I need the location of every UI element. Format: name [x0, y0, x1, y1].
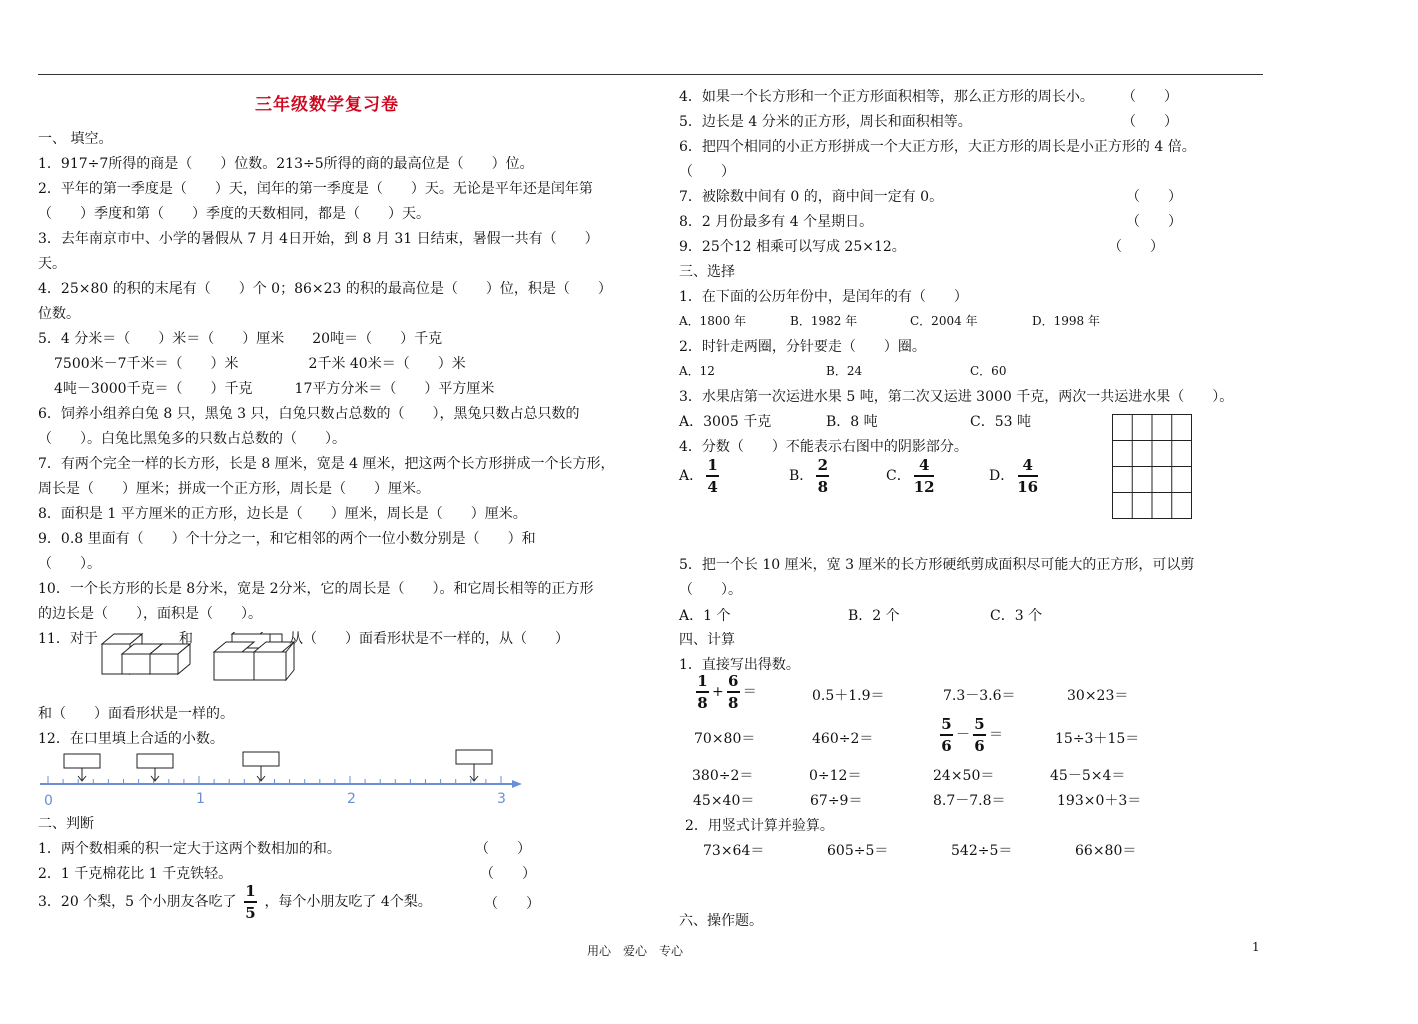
judge-1: 1．两个数相乘的积一定大于这两个数相加的和。: [38, 841, 341, 857]
question-12: 12．在口里填上合适的小数。: [38, 731, 224, 747]
question-8: 8．面积是 1 平方厘米的正方形，边长是（ ）厘米，周长是（ ）厘米。: [38, 506, 527, 522]
question-1: 1．917÷7所得的商是（ ）位数。213÷5所得的商的最高位是（ ）位。: [38, 156, 534, 172]
judge-6-line1: 6．把四个相同的小正方形拼成一个大正方形，大正方形的周长是小正方形的 4 倍。: [679, 139, 1196, 155]
option-label: A．: [679, 468, 704, 484]
calc-item: 7.3－3.6＝: [943, 688, 1016, 704]
question-11-suffix: 从（ ）面看形状是不一样的，从（ ）: [289, 631, 569, 647]
calc-item: 605÷5＝: [827, 843, 889, 859]
page-number: 1: [1252, 940, 1260, 954]
fraction-option-a: [706, 456, 719, 496]
calc-item: 0.5＋1.9＝: [812, 688, 885, 704]
judge-3: [38, 882, 432, 922]
judge-3-prefix: 3．20 个梨，5 个小朋友各吃了: [38, 893, 237, 910]
calc-instruction-2: 2．用竖式计算并验算。: [685, 818, 834, 834]
choice-3-option-a[interactable]: A．3005 千克: [679, 414, 772, 430]
calc-frac-sum: [693, 672, 757, 712]
numerator: 6: [728, 672, 739, 691]
fraction-option-b: [816, 456, 829, 496]
choice-4-option-c[interactable]: [886, 456, 938, 496]
page-title: 三年级数学复习卷: [255, 95, 399, 115]
denominator: 8: [697, 693, 708, 712]
numerator: 5: [941, 715, 952, 734]
judge-9: 9．25个12 相乘可以写成 25×12。: [679, 239, 906, 255]
choice-4-option-d[interactable]: [989, 456, 1041, 496]
question-11-and: 和: [179, 631, 193, 647]
section-heading-operation: 六、操作题。: [679, 913, 763, 929]
choice-1: 1．在下面的公历年份中，是闰年的有（ ）: [679, 289, 968, 305]
option-label: B．: [789, 468, 814, 484]
grid-figure: [1112, 414, 1192, 519]
answer-box-3[interactable]: [243, 752, 279, 766]
choice-5-line2: （ ）。: [679, 582, 742, 598]
numline-label-3: 3: [497, 791, 506, 807]
footer-motto: 用心 爱心 专心: [587, 944, 684, 958]
calc-instruction-1: 1．直接写出得数。: [679, 657, 800, 673]
option-label: C．: [886, 468, 911, 484]
answer-box-2[interactable]: [137, 754, 173, 768]
judge-5-paren[interactable]: （ ）: [1122, 114, 1178, 130]
choice-2-option-b[interactable]: B．24: [826, 364, 863, 378]
question-2-line2: （ ）季度和第（ ）季度的天数相同，都是（ ）天。: [38, 206, 430, 222]
question-5-line1: 5．4 分米＝（ ）米＝（ ）厘米 20吨＝（ ）千克: [38, 331, 443, 347]
choice-4-option-a[interactable]: [679, 456, 722, 496]
fraction-one-fifth: [244, 882, 257, 922]
judge-6-paren[interactable]: （ ）: [679, 164, 735, 180]
judge-4: 4．如果一个长方形和一个正方形面积相等，那么正方形的周长小。: [679, 89, 1094, 105]
choice-1-option-b[interactable]: B．1982 年: [790, 314, 858, 328]
numerator: 1: [245, 882, 256, 900]
judge-4-paren[interactable]: （ ）: [1122, 89, 1178, 105]
numerator: 4: [918, 456, 930, 475]
question-7-line1: 7．有两个完全一样的长方形，长是 8 厘米，宽是 4 厘米，把这两个长方形拼成一个长方形，: [38, 456, 615, 472]
numline-label-1: 1: [196, 791, 205, 807]
fraction-option-d: [1017, 456, 1038, 496]
choice-4-option-b[interactable]: [789, 456, 832, 496]
choice-3: 3．水果店第一次运进水果 5 吨，第二次又运进 3000 千克，两次一共运进水果（ ）。: [679, 389, 1234, 405]
choice-3-option-c[interactable]: C．53 吨: [970, 414, 1031, 430]
fraction-option-c: [914, 456, 935, 496]
fraction-b: [973, 715, 986, 755]
operator: －: [956, 727, 970, 743]
calc-item: 73×64＝: [703, 843, 765, 859]
question-7-line2: 周长是（ ）厘米；拼成一个正方形，周长是（ ）厘米。: [38, 481, 430, 497]
question-4-line2: 位数。: [38, 306, 80, 322]
calc-item: 193×0＋3＝: [1057, 793, 1142, 809]
question-5-line3: 4吨－3000千克＝（ ）千克 17平方分米＝（ ）平方厘米: [54, 381, 495, 397]
choice-4: 4．分数（ ）不能表示右图中的阴影部分。: [679, 439, 968, 455]
choice-5-line1: 5．把一个长 10 厘米，宽 3 厘米的长方形硬纸剪成面积尽可能大的正方形，可以剪: [679, 557, 1195, 573]
question-5-line2: 7500米－7千米＝（ ）米 2千米 40米＝（ ）米: [54, 356, 466, 372]
question-3-line1: 3．去年南京市中、小学的暑假从 7 月 4日开始，到 8 月 31 日结束，暑假一共有（ ）: [38, 231, 599, 247]
judge-9-paren[interactable]: （ ）: [1108, 239, 1164, 255]
calc-item: 45×40＝: [693, 793, 755, 809]
judge-1-paren[interactable]: （ ）: [475, 841, 531, 857]
judge-8-paren[interactable]: （ ）: [1126, 214, 1182, 230]
number-line: [38, 748, 528, 810]
question-6-line1: 6．饲养小组养白兔 8 只，黑兔 3 只，白兔只数占总数的（ ），黑兔只数占总只数的: [38, 406, 580, 422]
denominator: 16: [1017, 477, 1039, 496]
choice-5-option-c[interactable]: C．3 个: [990, 608, 1043, 624]
judge-3-paren[interactable]: （ ）: [484, 896, 540, 912]
numerator: 1: [707, 456, 718, 475]
section-heading-choice: 三、选择: [679, 264, 735, 280]
question-9-line1: 9．0.8 里面有（ ）个十分之一，和它相邻的两个一位小数分别是（ ）和: [38, 531, 536, 547]
equals: ＝: [742, 684, 757, 700]
section-heading-judge: 二、判断: [38, 816, 94, 832]
equals: ＝: [989, 727, 1003, 743]
choice-2-option-c[interactable]: C．60: [970, 364, 1007, 378]
question-9-line2: （ ）。: [38, 556, 101, 572]
calc-frac-diff: [937, 715, 1003, 755]
choice-5-option-b[interactable]: B．2 个: [848, 608, 900, 624]
fraction-a: [696, 672, 709, 712]
calc-item: 8.7－7.8＝: [933, 793, 1006, 809]
numerator: 4: [1022, 456, 1033, 475]
question-4-line1: 4．25×80 的积的末尾有（ ）个 0；86×23 的积的最高位是（ ）位，积是（ ）: [38, 281, 612, 297]
choice-2-option-a[interactable]: A．12: [679, 364, 715, 378]
calc-item: 0÷12＝: [809, 768, 862, 784]
choice-2: 2．时针走两圈，分针要走（ ）圈。: [679, 339, 926, 355]
numerator: 2: [817, 456, 829, 475]
question-10-line2: 的边长是（ ），面积是（ ）。: [38, 606, 262, 622]
calc-item: 66×80＝: [1075, 843, 1137, 859]
fraction-a: [940, 715, 953, 755]
calc-item: 45－5×4＝: [1050, 768, 1126, 784]
denominator: 6: [974, 736, 985, 755]
judge-3-suffix: ，每个小朋友吃了 4个梨。: [264, 893, 432, 910]
calc-item: 70×80＝: [694, 731, 756, 747]
choice-5-option-a[interactable]: A．1 个: [679, 608, 731, 624]
question-3-line2: 天。: [38, 256, 66, 272]
answer-box-4[interactable]: [456, 750, 492, 764]
header-rule: [38, 74, 1263, 75]
judge-2: 2．1 千克棉花比 1 千克铁轻。: [38, 866, 233, 882]
question-11-line2: 和（ ）面看形状是一样的。: [38, 706, 234, 722]
numerator: 5: [974, 715, 985, 734]
judge-7: 7．被除数中间有 0 的，商中间一定有 0。: [679, 189, 944, 205]
judge-2-paren[interactable]: （ ）: [480, 866, 536, 882]
numline-label-2: 2: [347, 791, 356, 807]
denominator: 6: [941, 736, 952, 755]
denominator: 8: [817, 477, 829, 496]
judge-8: 8．2 月份最多有 4 个星期日。: [679, 214, 874, 230]
calc-item: 542÷5＝: [951, 843, 1013, 859]
judge-5: 5．边长是 4 分米的正方形，周长和面积相等。: [679, 114, 972, 130]
choice-1-option-a[interactable]: A．1800 年: [679, 314, 747, 328]
calc-item: 24×50＝: [933, 768, 995, 784]
judge-7-paren[interactable]: （ ）: [1126, 189, 1182, 205]
section-heading-calc: 四、计算: [679, 632, 735, 648]
question-2-line1: 2．平年的第一季度是（ ）天，闰年的第一季度是（ ）天。无论是平年还是闰年第: [38, 181, 593, 197]
answer-box-1[interactable]: [64, 754, 100, 768]
choice-1-option-c[interactable]: C．2004 年: [910, 314, 978, 328]
calc-item: 380÷2＝: [692, 768, 754, 784]
question-11-prefix: 11．对于: [38, 631, 98, 647]
denominator: 12: [913, 477, 935, 496]
numline-label-0: 0: [44, 793, 53, 809]
denominator: 8: [728, 693, 739, 712]
numerator: 1: [697, 672, 708, 691]
section-heading-fill: 一、 填空。: [38, 131, 113, 147]
calc-item: 67÷9＝: [810, 793, 863, 809]
option-label: D．: [989, 468, 1015, 484]
calc-item: 15÷3＋15＝: [1055, 731, 1140, 747]
choice-1-option-d[interactable]: D．1998 年: [1032, 314, 1100, 328]
choice-3-option-b[interactable]: B．8 吨: [826, 414, 878, 430]
fraction-b: [727, 672, 740, 712]
question-6-line2: （ ）。白兔比黑兔多的只数占总数的（ ）。: [38, 431, 346, 447]
question-10-line1: 10．一个长方形的长是 8分米，宽是 2分米，它的周长是（ ）。和它周长相等的正方形: [38, 581, 594, 597]
denominator: 4: [707, 477, 718, 496]
denominator: 5: [245, 903, 256, 922]
operator: +: [712, 684, 724, 700]
calc-item: 460÷2＝: [812, 731, 874, 747]
calc-item: 30×23＝: [1067, 688, 1129, 704]
